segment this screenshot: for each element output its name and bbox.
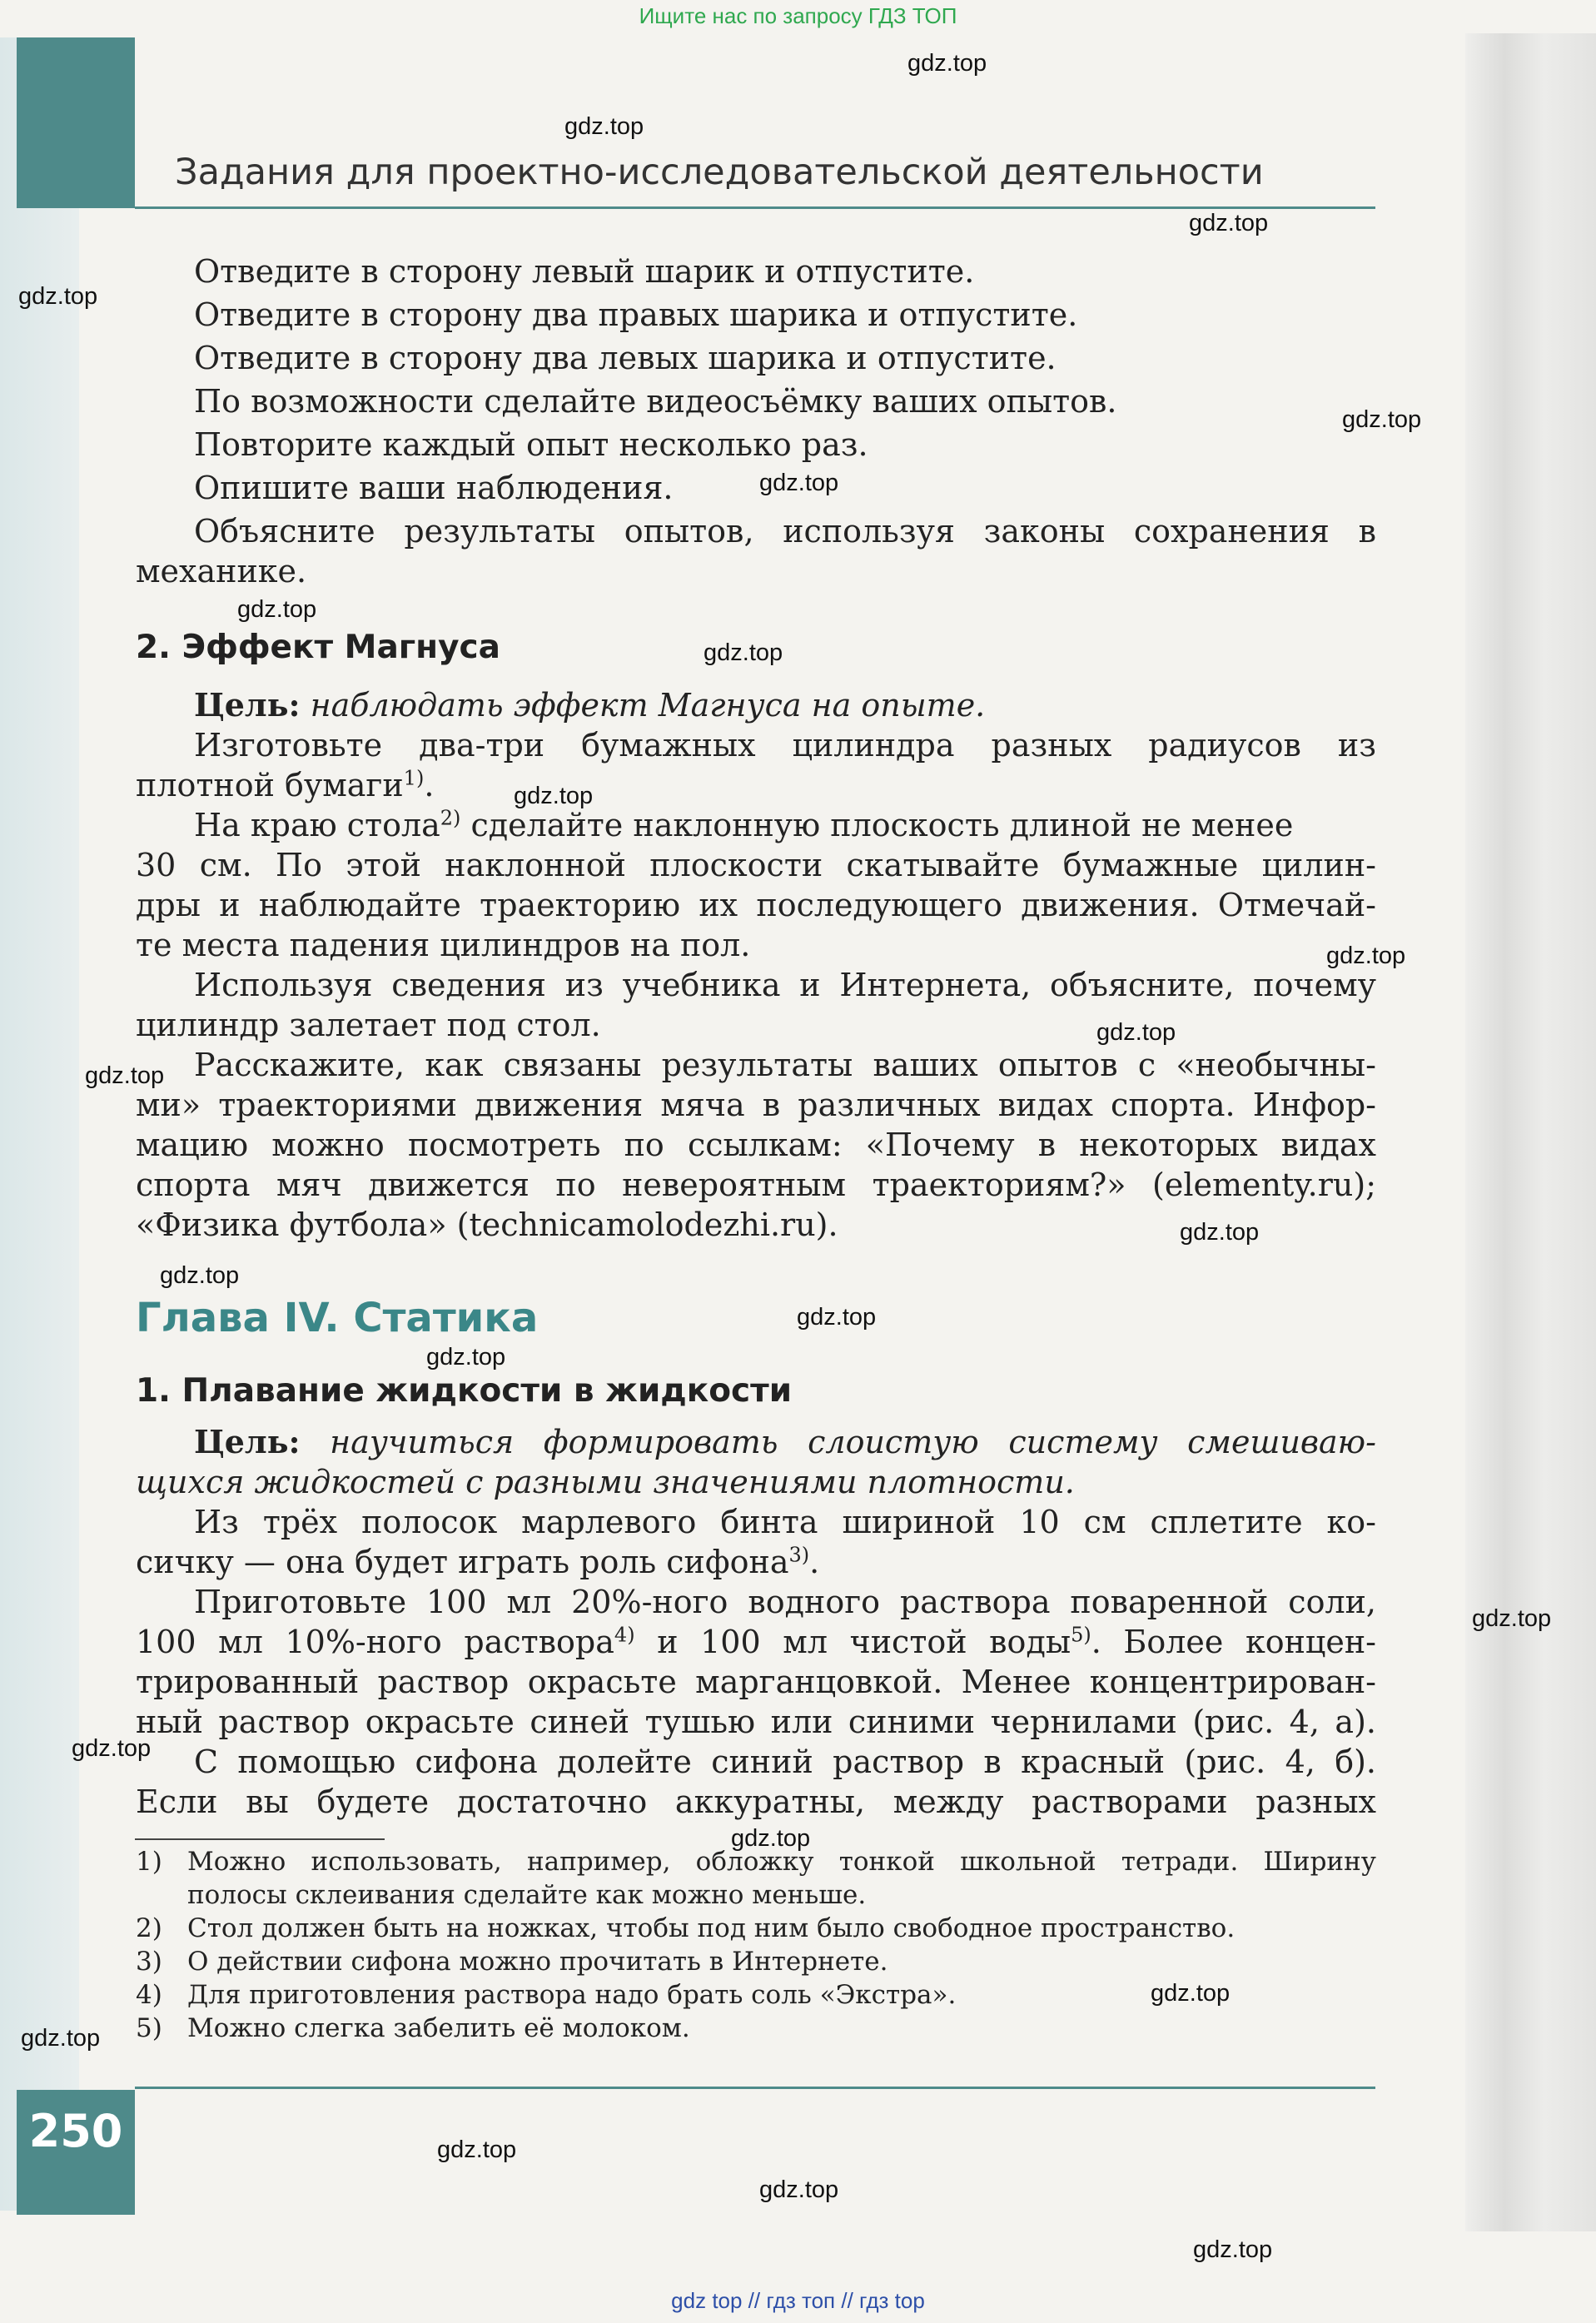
watermark: gdz.top [437,2136,517,2163]
watermark: gdz.top [1193,2236,1273,2263]
paragraph-line [136,805,1376,845]
footnotes [136,1845,1376,2045]
left-margin-strip [0,37,79,2211]
bottom-banner[interactable]: gdz top // гдз топ // гдз top [671,2288,925,2313]
paragraph-line: дры и наблюдайте траекторию их последующего движения. Отмечай- [136,887,1376,923]
paragraph-line: трированный раствор окрасьте марганцовкой. Менее концентрирован- [136,1664,1376,1700]
footer-divider [135,2087,1375,2089]
footnote-ref: 5) [1071,1623,1091,1647]
goal-line [136,1422,1376,1462]
paragraph-text: плотной бумаги [136,767,404,803]
paragraph-line: С помощью сифона долейте синий раствор в красный (рис. 4, б). [194,1743,1376,1780]
goal-line [136,685,1376,725]
footnote-text: Стол должен быть на ножках, чтобы под ним было свободное пространство. [187,1913,1236,1943]
watermark: gdz.top [797,1304,877,1331]
watermark: gdz.top [426,1344,506,1370]
watermark: gdz.top [704,639,783,666]
watermark: gdz.top [1326,943,1406,969]
footnote-number: 4) [136,1980,162,2010]
footnote-text: Можно слегка забелить её молоком. [187,2013,690,2043]
page-number: 250 [28,2105,123,2157]
paragraph-line: те места падения цилиндров на пол. [136,927,751,963]
floating-section-title: 1. Плавание жидкости в жидкости [136,1372,793,1410]
instruction-line: Отведите в сторону два левых шарика и отпустите. [194,340,1057,376]
paragraph-line: Из трёх полосок марлевого бинта шириной 10 см сплетите ко- [194,1504,1376,1540]
goal-text: научиться формировать слоистую систему смешиваю- [330,1424,1376,1460]
paragraph-line: сичку — она будет играть роль сифона$^{3)}$. [136,1543,820,1580]
page-edge-shadow [1465,33,1596,2231]
footnote-divider [135,1838,385,1840]
goal-label: Цель: [194,686,301,724]
watermark: gdz.top [514,783,594,809]
paragraph-text: сделайте наклонную плоскость длиной не менее [470,807,1294,843]
section-1-instructions [136,251,1376,591]
header-divider [135,206,1375,209]
watermark: gdz.top [72,1735,152,1762]
watermark: gdz.top [1180,1219,1260,1246]
magnus-section-body [136,685,1376,1245]
watermark: gdz.top [18,283,98,310]
explain-line: Объясните результаты опытов, используя законы сохранения в [194,513,1376,550]
magnus-section-title: 2. Эффект Магнуса [136,629,500,666]
paragraph-line: ный раствор окрасьте синей тушью или синими чернилами (рис. 4, а). [136,1704,1376,1740]
watermark: gdz.top [759,2176,839,2203]
footnote-ref: 1) [403,766,425,790]
explain-line: механике. [136,553,307,589]
footnote-text: О действии сифона можно прочитать в Интернете. [187,1947,888,1977]
footnote-ref: 2) [440,806,461,830]
paragraph-text: сичку — она будет играть роль сифона [136,1544,789,1580]
footnote-text: Можно использовать, например, обложку тонкой школьной тетради. Ширину [187,1847,1376,1877]
paragraph-line: мацию можно посмотреть по ссылкам: «Почему в некоторых видах [136,1127,1376,1163]
paragraph-line: Изготовьте два-три бумажных цилиндра разных радиусов из [194,727,1376,764]
paragraph-line: Используя сведения из учебника и Интернета, объясните, почему [194,967,1376,1003]
paragraph-line [136,1622,1376,1662]
paragraph-text: На краю стола [194,807,440,843]
watermark: gdz.top [1342,406,1422,433]
page-header-title: Задания для проектно-исследовательской деятельности [175,152,1264,193]
goal-text: наблюдать эффект Магнуса на опыте. [310,687,986,724]
footnote-number: 3) [136,1947,162,1977]
watermark: gdz.top [731,1825,811,1852]
footnote [136,2012,1376,2045]
goal-label: Цель: [194,1423,301,1460]
footnote-number: 5) [136,2013,162,2043]
watermark: gdz.top [1151,1980,1231,2007]
watermark: gdz.top [1096,1019,1176,1046]
top-banner[interactable]: Ищите нас по запросу ГДЗ ТОП [639,3,957,28]
footnote [136,1878,1376,1912]
instruction-line: Отведите в сторону левый шарик и отпустите. [194,253,975,290]
watermark: gdz.top [160,1262,240,1289]
instruction-line: По возможности сделайте видеосъёмку ваших опытов. [194,383,1117,420]
footnote-text: полосы склеивания сделайте как можно меньше. [187,1880,867,1910]
paragraph-line: ми» траекториями движения мяча в различных видах спорта. Инфор- [136,1087,1376,1123]
paragraph-line: 30 см. По этой наклонной плоскости скатывайте бумажные цилин- [136,847,1376,883]
footnote-text: Для приготовления раствора надо брать соль «Экстра». [187,1980,957,2010]
watermark: gdz.top [1472,1605,1552,1632]
paragraph-line: Если вы будете достаточно аккуратны, между растворами разных [136,1783,1376,1820]
header-color-block [17,37,135,208]
goal-text: щихся жидкостей с разными значениями плотности. [136,1464,1075,1500]
watermark: gdz.top [21,2025,101,2052]
paragraph-text: . Более концен- [1091,1624,1377,1660]
watermark: gdz.top [759,470,839,496]
instruction-line: Повторите каждый опыт несколько раз. [194,426,868,463]
footnote-spacer [136,1878,187,1912]
footnote-ref: 3) [788,1543,810,1567]
footnote [136,1945,1376,1978]
paragraph-line: плотной бумаги$^{1)}$. [136,766,435,803]
paragraph-text: 100 мл 10%-ного раствора [136,1624,614,1660]
floating-section-body [136,1422,1376,1822]
watermark: gdz.top [564,113,644,140]
paragraph-text: и 100 мл чистой воды [657,1624,1071,1660]
footnote-number: 1) [136,1847,162,1877]
paragraph-line: Расскажите, как связаны результаты ваших опытов с «необычны- [194,1047,1376,1083]
chapter-title: Глава IV. Статика [136,1295,539,1341]
footnote-ref: 4) [614,1623,635,1647]
paragraph-line: цилиндр залетает под стол. [136,1007,601,1043]
paragraph-line: спорта мяч движется по невероятным траекториям?» (elementy.ru); [136,1166,1376,1203]
footnote-number: 2) [136,1913,162,1943]
watermark: gdz.top [237,596,317,623]
watermark: gdz.top [907,50,987,77]
paragraph-line: «Физика футбола» (technicamolodezhi.ru). [136,1206,838,1243]
watermark: gdz.top [85,1062,165,1089]
instruction-line: Отведите в сторону два правых шарика и отпустите. [194,296,1078,333]
footnote [136,1912,1376,1945]
paragraph-line: Приготовьте 100 мл 20%-ного водного раствора поваренной соли, [194,1584,1376,1620]
instruction-line: Опишите ваши наблюдения. [194,470,674,506]
watermark: gdz.top [1189,210,1269,236]
